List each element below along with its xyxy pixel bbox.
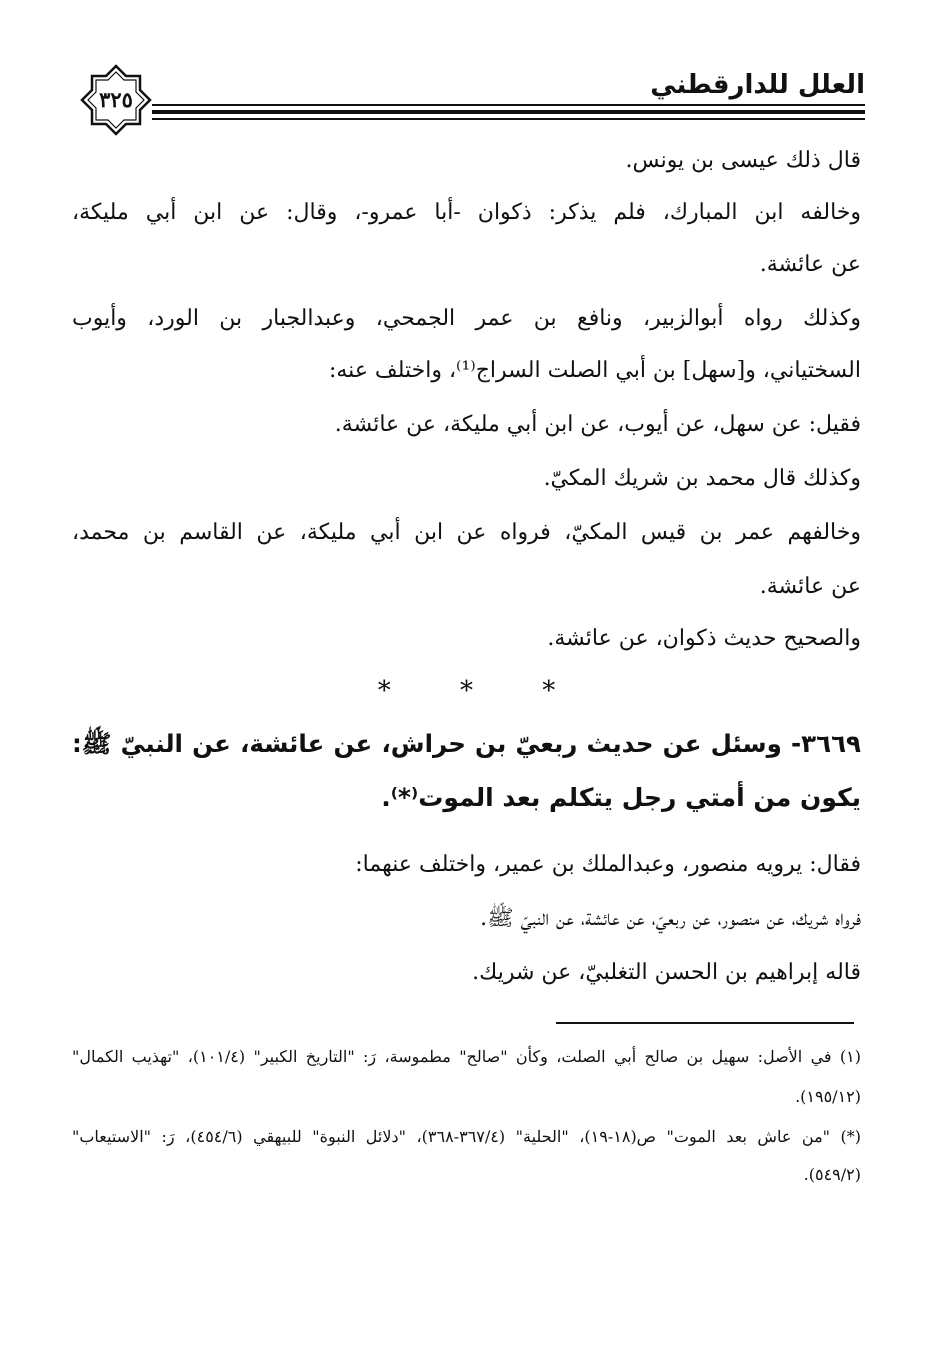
footnote-line: (*) "من عاش بعد الموت" ص(١٨-١٩)، "الحلية" (٣٦٧/٤-٣٦٨)، "دلائل النبوة" للبيهقي (٤٥٤/٦)، رَ: "الاستيعاب" xyxy=(72,1127,862,1146)
body-line: عن عائشة. xyxy=(759,252,861,277)
body-line: وخالفه ابن المبارك، فلم يذكر: ذكوان -أبا عمرو-، وقال: عن ابن أبي مليكة، xyxy=(72,200,861,225)
section-separator xyxy=(0,674,933,708)
footnote-line: (٥٤٩/٢). xyxy=(803,1165,861,1184)
separator-star: * xyxy=(377,676,391,706)
separator-star: * xyxy=(460,676,473,706)
body-line: وخالفهم عمر بن قيس المكيّ، فرواه عن ابن أبي مليكة، عن القاسم بن محمد، xyxy=(72,520,861,545)
body-line: السختياني، و[سهل] بن أبي الصلت السراج⁽¹⁾، واختلف عنه: xyxy=(328,358,861,383)
footnote-line: (١٩٥/١٢). xyxy=(795,1087,861,1106)
answer-line: فقال: يرويه منصور، وعبدالملك بن عمير، واختلف عنهما: xyxy=(355,852,861,877)
body-line: وكذلك قال محمد بن شريك المكيّ. xyxy=(543,466,861,491)
entry-heading: ٣٦٦٩- وسئل عن حديث ربعيّ بن حراش، عن عائشة، عن النبيّ ﷺ: xyxy=(72,729,861,758)
footnote-line: (١) في الأصل: سهيل بن صالح أبي الصلت، وكأن "صالح" مطموسة، رَ: "التاريخ الكبير" (١٠١/٤)، "تهذيب الكمال" xyxy=(72,1047,861,1066)
body-line: فقيل: عن سهل، عن أيوب، عن ابن أبي مليكة، عن عائشة. xyxy=(334,412,861,437)
body-line: والصحيح حديث ذكوان، عن عائشة. xyxy=(547,626,861,651)
body-line: قال ذلك عيسى بن يونس. xyxy=(625,148,861,173)
answer-line: فرواه شريك، عن منصور، عن ربعيّ، عن عائشة، عن النبيّ ﷺ. xyxy=(480,906,861,931)
body-line: عن عائشة. xyxy=(759,574,861,599)
body-line: وكذلك رواه أبوالزبير، ونافع بن عمر الجمحي، وعبدالجبار بن الورد، وأيوب xyxy=(72,306,861,331)
answer-line: قاله إبراهيم بن الحسن التغلبيّ، عن شريك. xyxy=(472,960,861,985)
entry-heading: يكون من أمتي رجل يتكلم بعد الموت⁽*⁾. xyxy=(381,783,861,812)
page-number: ٣٢٥ xyxy=(99,87,133,112)
separator-star: * xyxy=(542,676,556,706)
book-title: العلل للدارقطني xyxy=(650,70,865,100)
footnote-rule xyxy=(556,1022,854,1024)
